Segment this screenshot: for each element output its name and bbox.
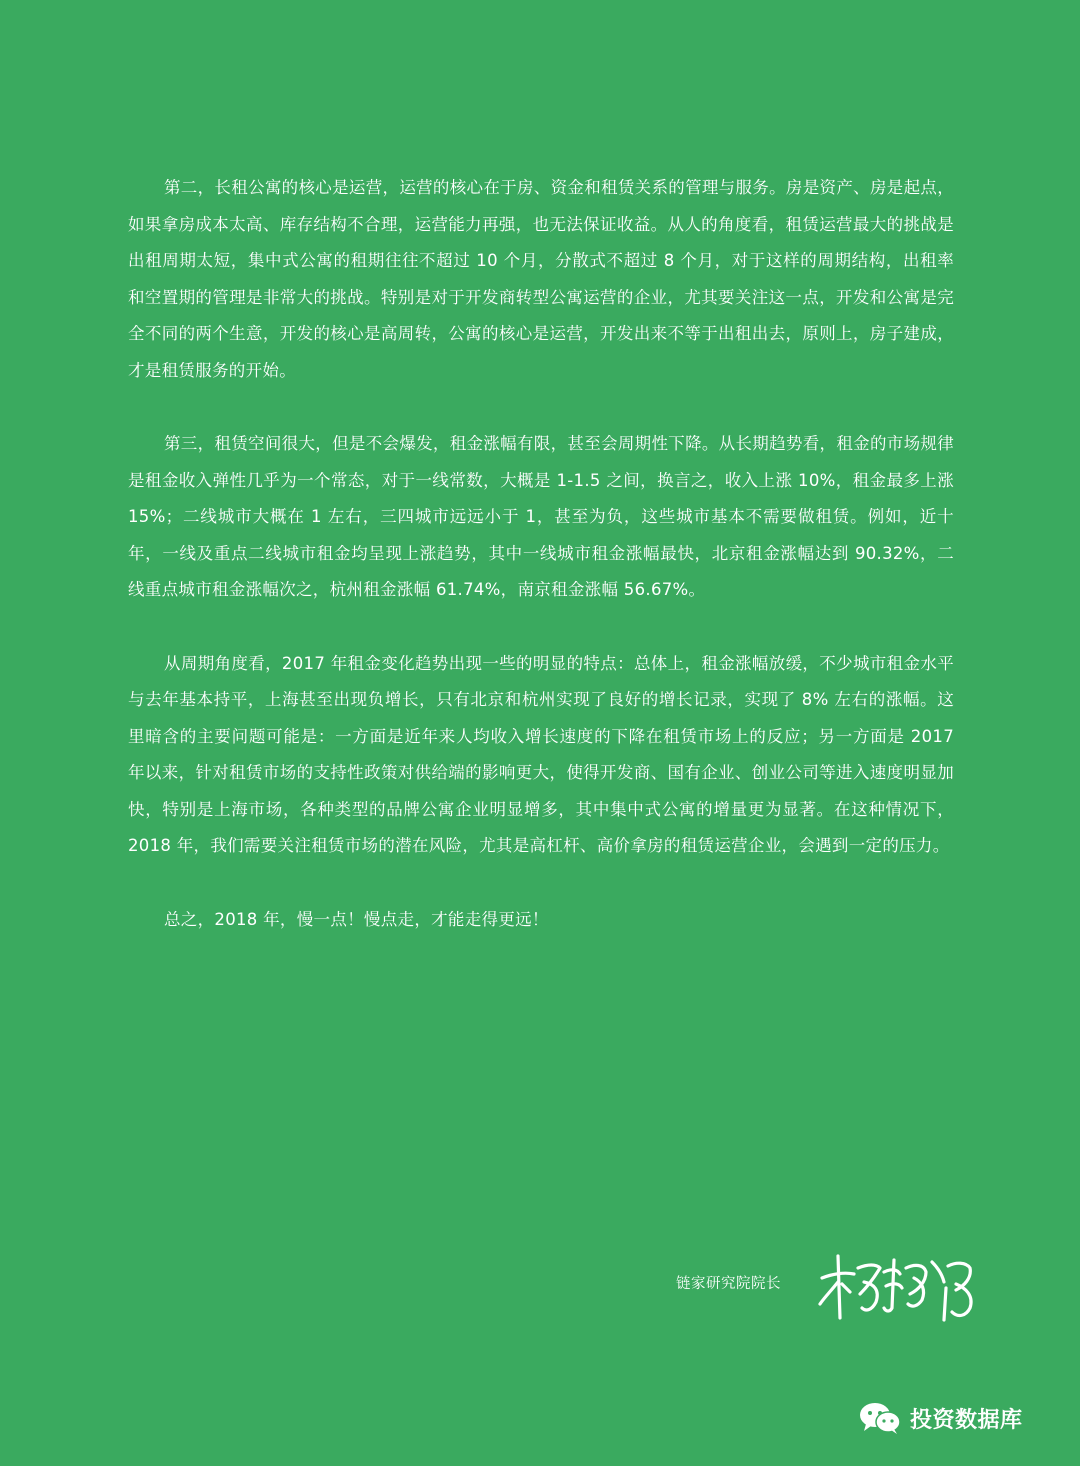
article-body [128,170,954,975]
paragraph-second-point: 第二，长租公寓的核心是运营，运营的核心在于房、资金和租赁关系的管理与服务。房是资产、房是起点，如果拿房成本太高、库存结构不合理，运营能力再强，也无法保证收益。从人的角度看，租赁运营最大的挑战是出租周期太短，集中式公寓的租期往往不超过 10 个月，分散式不超过 8 个月，对于这样的周期结构，出租率和空置期的管理是非常大的挑战。特别是对于开发商转型公寓运营的企业，尤其要关注这一点，开发和公寓是完全不同的两个生意，开发的核心是高周转，公寓的核心是运营，开发出来不等于出租出去，原则上，房子建成，才是租赁服务的开始。 [128,178,954,380]
wechat-icon [858,1400,902,1436]
signature-title: 链家研究院院长 [676,1276,781,1292]
paragraph-cycle-analysis: 从周期角度看，2017 年租金变化趋势出现一些的明显的特点：总体上，租金涨幅放缓，不少城市租金水平与去年基本持平，上海甚至出现负增长，只有北京和杭州实现了良好的增长记录，实现了 8% 左右的涨幅。这里暗含的主要问题可能是：一方面是近年来人均收入增长速度的下降在租赁市场上的反应；另一方面是 2017 年以来，针对租赁市场的支持性政策对供给端的影响更大，使得开发商、国有企业、创业公司等进入速度明显加快，特别是上海市场，各种类型的品牌公寓企业明显增多，其中集中式公寓的增量更为显著。在这种情况下，2018 年，我们需要关注租赁市场的潜在风险，尤其是高杠杆、高价拿房的租赁运营企业，会遇到一定的压力。 [128,653,954,855]
paragraph-conclusion: 总之，2018 年，慢一点！慢点走，才能走得更远！ [164,909,549,929]
wechat-watermark [858,1398,1023,1438]
signature-block [676,1238,996,1328]
paragraph-third-point: 第三，租赁空间很大，但是不会爆发，租金涨幅有限，甚至会周期性下降。从长期趋势看，租金的市场规律是租金收入弹性几乎为一个常态，对于一线常数，大概是 1-1.5 之间，换言之，收入上涨 10%，租金最多上涨 15%；二线城市大概在 1 左右，三四城市远远小于 1，甚至为负，这些城市基本不需要做租赁。例如，近十年，一线及重点二线城市租金均呈现上涨趋势，其中一线城市租金涨幅最快，北京租金涨幅达到 90.32%，二线重点城市租金涨幅次之，杭州租金涨幅 61.74%，南京租金涨幅 56.67%。 [128,434,954,599]
watermark-text: 投资数据库 [910,1407,1023,1433]
handwritten-signature [814,1238,984,1328]
